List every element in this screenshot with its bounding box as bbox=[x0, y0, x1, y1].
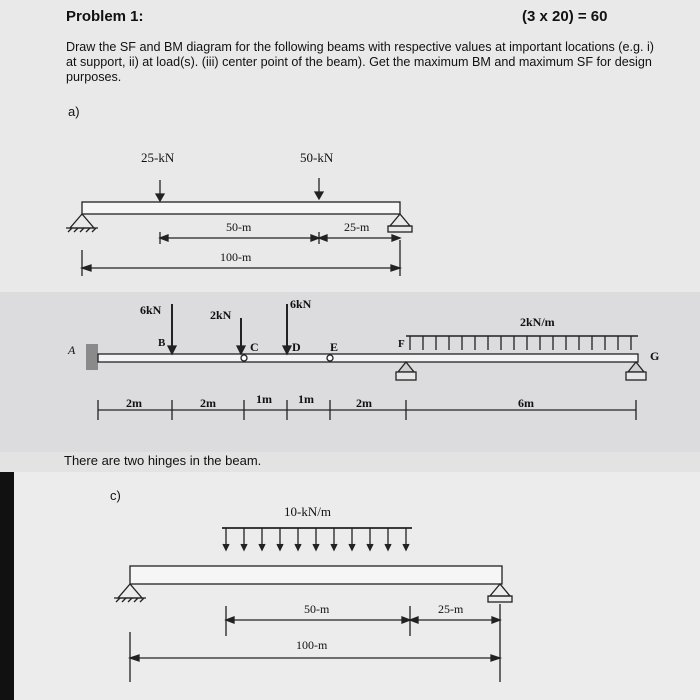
roller-f-icon bbox=[398, 362, 414, 372]
dim-b-2-label: 2m bbox=[200, 396, 216, 410]
dim-b-6-label: 6m bbox=[518, 396, 534, 410]
dim-a-total-label: 100-m bbox=[220, 250, 252, 264]
roller-support-icon bbox=[390, 214, 410, 226]
load-a-2-label: 50-kN bbox=[300, 150, 334, 165]
dim-b-3-label: 1m bbox=[256, 392, 272, 406]
part-a-label: a) bbox=[68, 104, 80, 119]
part-c-label: c) bbox=[110, 488, 121, 503]
load-b-label: 6kN bbox=[140, 303, 162, 317]
load-c-label: 2kN bbox=[210, 308, 232, 322]
dim-a-2-label: 25-m bbox=[344, 220, 370, 234]
hinge-e-icon bbox=[327, 355, 333, 361]
beam-c-panel bbox=[14, 472, 700, 700]
beam-b bbox=[98, 354, 638, 362]
dim-b-1-label: 2m bbox=[126, 396, 142, 410]
dim-c-2-label: 25-m bbox=[438, 602, 464, 616]
fixed-wall-icon bbox=[86, 344, 98, 370]
point-f-label: F bbox=[398, 338, 405, 350]
point-g-label: G bbox=[650, 349, 660, 363]
beam-a-diagram bbox=[0, 0, 700, 292]
problem-description: Draw the SF and BM diagram for the following beams with respective values at important locations (e.g. i) at support, ii) at load(s). (iii) center point of the beam). Get the maximum BM and maximum SF for design purposes. bbox=[66, 40, 654, 84]
problem-title: Problem 1: bbox=[66, 8, 144, 25]
point-e-label: E bbox=[330, 340, 339, 354]
udl-b-label: 2kN/m bbox=[520, 315, 555, 329]
point-a-label: A bbox=[68, 343, 76, 357]
dim-a-1-label: 50-m bbox=[226, 220, 252, 234]
beam-c-diagram bbox=[14, 472, 700, 700]
roller-g-icon bbox=[628, 362, 644, 372]
dim-b-5-label: 2m bbox=[356, 396, 372, 410]
dim-b-4-label: 1m bbox=[298, 392, 314, 406]
hinge-note: There are two hinges in the beam. bbox=[64, 453, 262, 468]
roller-base bbox=[388, 226, 412, 232]
point-d-label: D bbox=[292, 340, 301, 354]
beam-b-diagram bbox=[0, 292, 700, 452]
dim-c-1-label: 50-m bbox=[304, 602, 330, 616]
point-b-label: B bbox=[158, 337, 166, 349]
pin-support-icon bbox=[70, 214, 94, 228]
problem-panel bbox=[0, 0, 700, 292]
beam-a bbox=[82, 202, 400, 214]
point-c-label: C bbox=[250, 340, 259, 354]
udl-b-arrows bbox=[410, 336, 631, 350]
roller-support-c-icon bbox=[490, 584, 510, 596]
dim-c-total-label: 100-m bbox=[296, 638, 328, 652]
load-d-label: 6kN bbox=[290, 297, 312, 311]
problem-score: (3 x 20) = 60 bbox=[522, 8, 608, 25]
beam-c bbox=[130, 566, 502, 584]
load-a-1-label: 25-kN bbox=[141, 150, 175, 165]
pin-support-c-icon bbox=[118, 584, 142, 598]
udl-c-label: 10-kN/m bbox=[284, 504, 331, 519]
beam-b-panel bbox=[0, 292, 700, 452]
hinge-c-icon bbox=[241, 355, 247, 361]
